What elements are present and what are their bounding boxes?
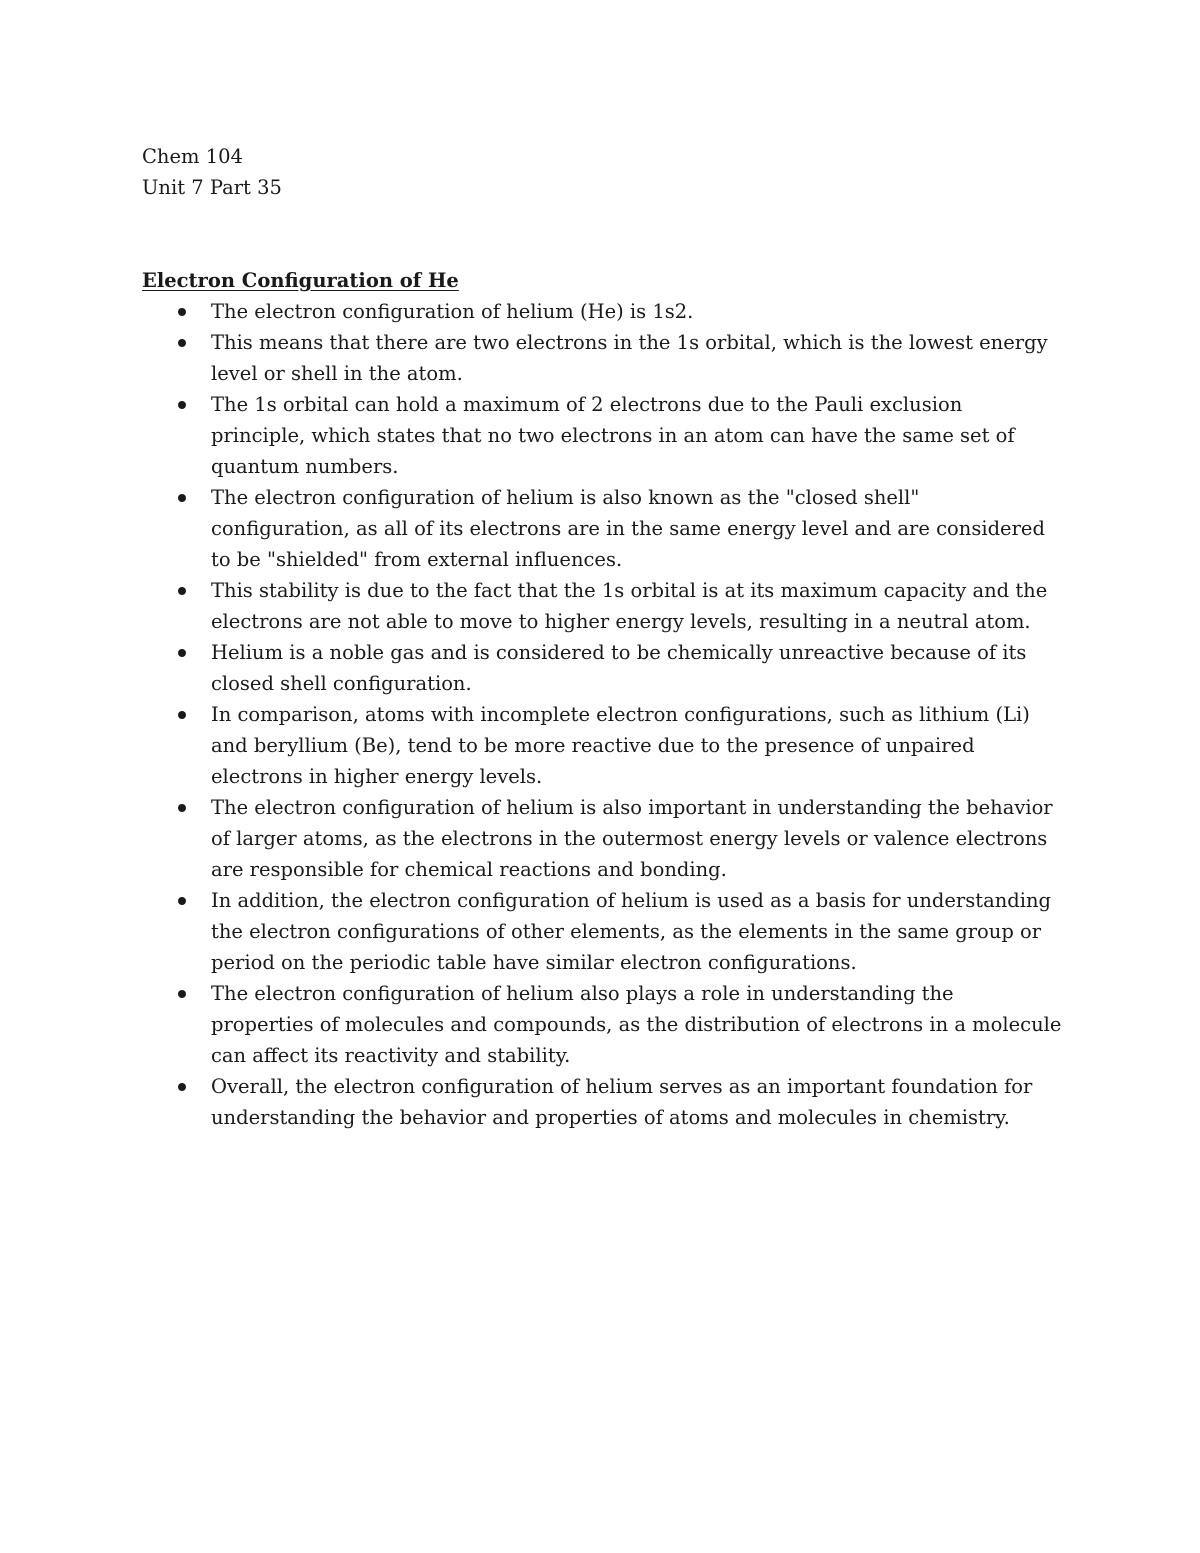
list-item <box>142 575 1062 637</box>
bullet-icon <box>178 649 186 657</box>
bullet-icon <box>178 587 186 595</box>
list-item <box>142 978 1062 1071</box>
list-item-text: The electron configuration of helium also plays a role in understanding the properties of molecules and compounds, as the distribution of electrons in a molecule can affect its reactivity and stability. <box>211 982 1062 1067</box>
list-item-text: Overall, the electron configuration of helium serves as an important foundation for understanding the behavior and properties of atoms and molecules in chemistry. <box>211 1075 1033 1129</box>
list-item <box>142 1071 1062 1133</box>
list-item-text: The electron configuration of helium (He) is 1s2. <box>211 300 694 323</box>
bullet-icon <box>178 339 186 347</box>
bullet-icon <box>178 897 186 905</box>
document-header <box>142 141 282 203</box>
list-item-text: In addition, the electron configuration of helium is used as a basis for understanding the electron configurations of other elements, as the elements in the same group or period on the periodic table have similar electron configurations. <box>211 889 1052 974</box>
list-item <box>142 327 1062 389</box>
bullet-icon <box>178 401 186 409</box>
bullet-icon <box>178 990 186 998</box>
list-item-text: The 1s orbital can hold a maximum of 2 electrons due to the Pauli exclusion principle, which states that no two electrons in an atom can have the same set of quantum numbers. <box>211 393 1015 478</box>
list-item <box>142 389 1062 482</box>
list-item-text: Helium is a noble gas and is considered to be chemically unreactive because of its closed shell configuration. <box>211 641 1027 695</box>
bullet-icon <box>178 494 186 502</box>
course-title: Chem 104 <box>142 145 243 168</box>
bullet-icon <box>178 711 186 719</box>
list-item-text: The electron configuration of helium is also important in understanding the behavior of larger atoms, as the electrons in the outermost energy levels or valence electrons are responsible for chemical reactions and bonding. <box>211 796 1053 881</box>
list-item-text: The electron configuration of helium is also known as the "closed shell" configuration, as all of its electrons are in the same energy level and are considered to be "shielded" from external influences. <box>211 486 1045 571</box>
list-item <box>142 296 1062 327</box>
list-item <box>142 699 1062 792</box>
list-item-text: This stability is due to the fact that the 1s orbital is at its maximum capacity and the electrons are not able to move to higher energy levels, resulting in a neutral atom. <box>211 579 1048 633</box>
list-item-text: In comparison, atoms with incomplete electron configurations, such as lithium (Li) and beryllium (Be), tend to be more reactive due to the presence of unpaired electrons in higher energy levels. <box>211 703 1030 788</box>
unit-subtitle: Unit 7 Part 35 <box>142 176 282 199</box>
list-item <box>142 637 1062 699</box>
section-heading: Electron Configuration of He <box>142 269 459 292</box>
bullet-list <box>142 296 1062 1133</box>
bullet-icon <box>178 804 186 812</box>
list-item <box>142 885 1062 978</box>
bullet-icon <box>178 308 186 316</box>
list-item <box>142 792 1062 885</box>
bullet-icon <box>178 1083 186 1091</box>
list-item <box>142 482 1062 575</box>
list-item-text: This means that there are two electrons in the 1s orbital, which is the lowest energy level or shell in the atom. <box>211 331 1048 385</box>
